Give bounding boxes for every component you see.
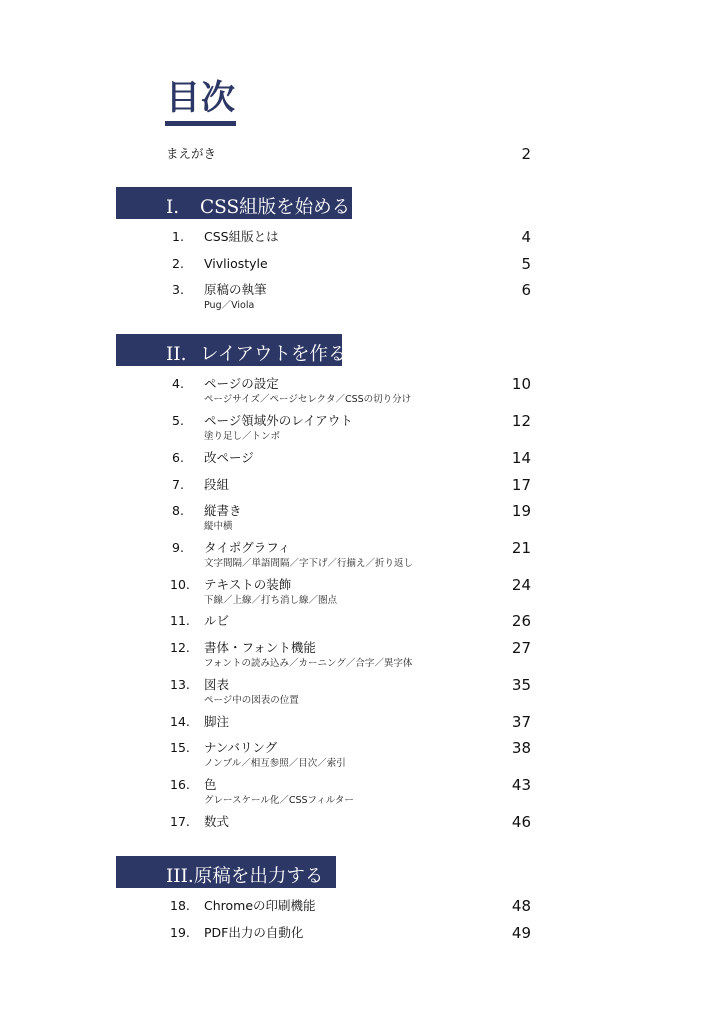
- entry-subtopics: グレースケール化／CSSフィルター: [204, 795, 354, 806]
- entry-subtopics: Pug／Viola: [204, 300, 255, 311]
- entry-label: タイポグラフィ: [204, 540, 291, 555]
- entry-page: 24: [511, 576, 531, 594]
- entry-label: CSS組版とは: [204, 229, 279, 244]
- entry-label: Vivliostyle: [204, 256, 268, 271]
- entry-label: ナンバリング: [204, 740, 278, 755]
- entry-number: 13.: [170, 677, 190, 692]
- entry-subtopics: 文字間隔／単語間隔／字下げ／行揃え／折り返し: [204, 558, 414, 569]
- entry-label: PDF出力の自動化: [204, 925, 304, 940]
- entry-subtopics: 縦中横: [204, 521, 233, 532]
- entry-page: 49: [511, 924, 531, 942]
- entry-page: 27: [511, 639, 531, 657]
- entry-page: 19: [511, 502, 531, 520]
- entry-label: 図表: [204, 677, 230, 692]
- entry-subtopics: フォントの読み込み／カーニング／合字／異字体: [204, 658, 413, 669]
- section-heading-1[interactable]: [116, 187, 352, 219]
- entry-label: まえがき: [166, 146, 217, 161]
- entry-label: 数式: [204, 814, 230, 829]
- entry-subtopics: 塗り足し／トンボ: [204, 431, 281, 442]
- entry-subtopics: ページサイズ／ページセレクタ／CSSの切り分け: [204, 394, 412, 405]
- section-title: レイアウトを作る: [200, 344, 347, 365]
- entry-page: 35: [511, 676, 531, 694]
- entry-label: テキストの装飾: [204, 577, 292, 592]
- entry-label: ページ領域外のレイアウト: [204, 413, 353, 428]
- entry-label: Chromeの印刷機能: [204, 898, 316, 913]
- entry-number: 14.: [170, 714, 190, 729]
- entry-page: 12: [511, 412, 531, 430]
- entry-label: 縦書き: [204, 503, 242, 518]
- entry-number: 5.: [172, 413, 184, 428]
- section-heading-3[interactable]: [116, 856, 336, 888]
- entry-page: 6: [521, 281, 531, 299]
- entry-page: 48: [511, 897, 531, 915]
- entry-page: 26: [511, 612, 531, 630]
- entry-number: 16.: [170, 777, 190, 792]
- entry-label: 原稿の執筆: [204, 282, 267, 297]
- entry-number: 6.: [172, 450, 184, 465]
- entry-page: 17: [511, 476, 531, 494]
- entry-number: 19.: [170, 925, 190, 940]
- page-title: 目次: [166, 78, 236, 118]
- entry-label: 改ページ: [204, 450, 254, 465]
- entry-label: ページの設定: [204, 376, 279, 391]
- entry-label: 書体・フォント機能: [204, 640, 316, 655]
- entry-number: 10.: [170, 577, 190, 592]
- entry-number: 3.: [172, 282, 184, 297]
- entry-number: 18.: [170, 898, 190, 913]
- entry-subtopics: ページ中の図表の位置: [204, 695, 299, 706]
- section-title: 原稿を出力する: [193, 866, 324, 887]
- title-underline: [165, 121, 236, 126]
- entry-number: 12.: [170, 640, 190, 655]
- entry-page: 14: [511, 449, 531, 467]
- entry-label: 色: [204, 777, 217, 792]
- section-numeral: II.: [166, 344, 187, 365]
- section-numeral: III.: [166, 866, 194, 887]
- entry-page: 4: [521, 228, 531, 246]
- section-numeral: I.: [166, 197, 180, 218]
- entry-page: 38: [511, 739, 531, 757]
- entry-page: 5: [521, 255, 531, 273]
- entry-number: 4.: [172, 376, 184, 391]
- entry-number: 11.: [170, 613, 190, 628]
- entry-page: 43: [511, 776, 531, 794]
- entry-label: 段組: [204, 477, 230, 492]
- entry-number: 2.: [172, 256, 184, 271]
- entry-number: 9.: [172, 540, 184, 555]
- entry-page: 46: [511, 813, 531, 831]
- entry-subtopics: ノンブル／相互参照／目次／索引: [204, 758, 346, 769]
- entry-page: 2: [521, 145, 531, 163]
- entry-page: 37: [511, 713, 531, 731]
- section-heading-2[interactable]: [116, 334, 347, 366]
- entry-label: ルビ: [204, 613, 230, 628]
- entry-number: 8.: [172, 503, 184, 518]
- entry-number: 7.: [172, 477, 184, 492]
- entry-page: 10: [511, 375, 531, 393]
- section-title: CSS組版を始める: [200, 197, 351, 218]
- entry-label: 脚注: [204, 714, 230, 729]
- entry-page: 21: [511, 539, 531, 557]
- entry-number: 1.: [172, 229, 184, 244]
- entry-subtopics: 下線／上線／打ち消し線／圏点: [204, 595, 338, 606]
- entry-number: 17.: [170, 814, 190, 829]
- entry-number: 15.: [170, 740, 190, 755]
